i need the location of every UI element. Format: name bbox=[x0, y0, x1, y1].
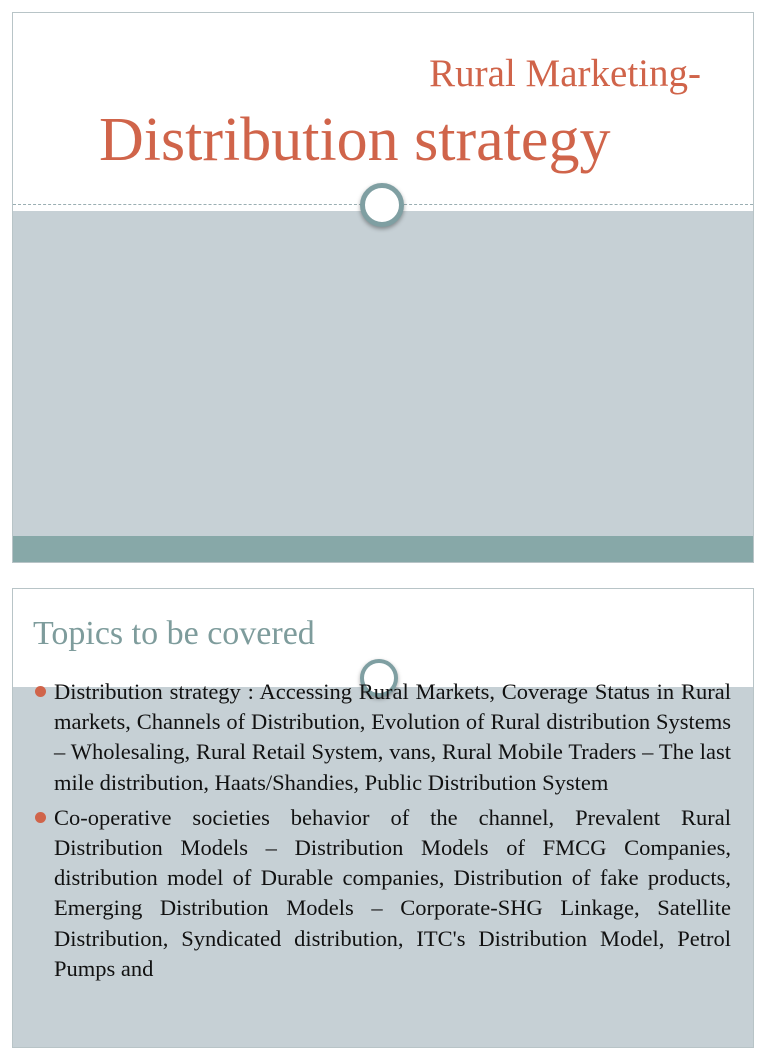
title-slide bbox=[12, 12, 754, 563]
bullet-icon bbox=[35, 812, 46, 823]
content-band bbox=[13, 211, 753, 536]
footer-bar bbox=[13, 536, 753, 563]
bullet-text: Distribution strategy : Accessing Rural Markets, Coverage Status in Rural markets, Channels of Distribution, Evolution of Rural distribution Systems – Wholesaling, Rural Retail System, vans, Rural Mobile Traders – The last mile distribution, Haats/Shandies, Public Distribution System bbox=[54, 679, 731, 795]
list-item bbox=[33, 803, 731, 984]
list-item bbox=[33, 677, 731, 798]
bullet-text: Co-operative societies behavior of the channel, Prevalent Rural Distribution Models – Distribution Models of FMCG Companies, distribution model of Durable companies, Distribution of fake products, Emerging Distribution Models – Corporate-SHG Linkage, Satellite Distribution, Syndicated distribution, ITC's Distribution Model, Petrol Pumps and bbox=[54, 804, 731, 981]
bullet-icon bbox=[35, 686, 46, 697]
slide-heading: Topics to be covered bbox=[33, 615, 315, 652]
topics-slide bbox=[12, 588, 754, 1048]
slide-subtitle: Rural Marketing- bbox=[429, 52, 701, 95]
circle-ornament-icon bbox=[360, 183, 404, 227]
title-area bbox=[13, 13, 753, 205]
slide-title: Distribution strategy bbox=[99, 106, 611, 174]
topic-list bbox=[33, 677, 731, 989]
